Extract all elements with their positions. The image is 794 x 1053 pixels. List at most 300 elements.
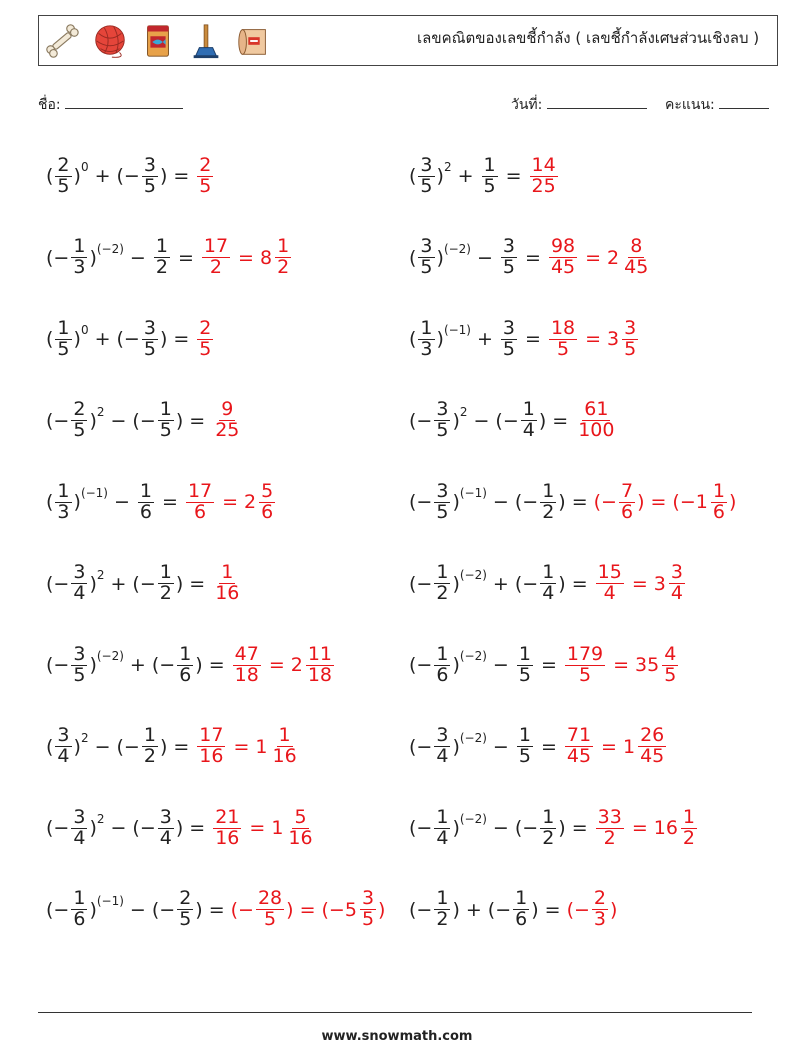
fraction	[55, 316, 71, 360]
equals-sign: =	[631, 817, 648, 839]
denominator: 5	[502, 337, 516, 360]
open-paren: (	[409, 817, 417, 839]
answer	[563, 642, 680, 686]
fraction	[521, 400, 537, 441]
numerator: 1	[57, 316, 70, 339]
numerator: 98	[550, 235, 576, 258]
open-paren: (	[46, 572, 54, 595]
numerator: 71	[566, 724, 592, 747]
denominator: 5	[143, 337, 156, 360]
denominator: 5	[143, 174, 156, 197]
problem-2	[409, 148, 560, 204]
operator: +	[477, 328, 493, 350]
operator: −	[110, 817, 127, 839]
open-paren: (	[46, 817, 54, 839]
equals-sign: =	[552, 409, 569, 432]
denominator: 45	[566, 745, 592, 767]
numerator: 1	[542, 805, 555, 828]
fraction	[540, 479, 556, 523]
open-paren: (	[566, 898, 574, 921]
operator: −	[492, 735, 509, 758]
numerator: 3	[670, 561, 683, 584]
fraction	[711, 479, 727, 523]
minus-sign: −	[416, 898, 433, 921]
problem-16	[409, 719, 668, 775]
numerator: 3	[624, 316, 637, 339]
numerator: 1	[143, 724, 156, 747]
fraction	[482, 153, 498, 197]
date-blank[interactable]	[547, 96, 647, 109]
denominator: 4	[542, 582, 555, 604]
problem-14	[409, 637, 680, 693]
fraction	[669, 563, 685, 604]
problem-18	[409, 800, 699, 856]
problem-20	[409, 882, 617, 938]
minus-sign: −	[139, 572, 156, 595]
close-paren: )	[378, 898, 386, 921]
numerator: 1	[436, 561, 449, 584]
close-paren: )	[538, 409, 547, 432]
minus-sign: −	[139, 409, 156, 432]
numerator: 3	[420, 235, 433, 258]
numerator: 1	[436, 805, 449, 828]
close-paren: )	[531, 898, 539, 921]
fraction	[360, 889, 376, 930]
equals-sign: =	[233, 735, 250, 758]
minus-sign: −	[139, 817, 156, 839]
answer	[567, 889, 618, 930]
close-paren: )	[175, 817, 184, 839]
problem-10	[409, 474, 736, 530]
equals-sign: =	[238, 246, 254, 269]
close-paren: )	[452, 572, 460, 595]
denominator: 5	[483, 174, 496, 197]
open-paren: (	[409, 165, 417, 187]
whole-part: 1	[695, 491, 708, 513]
denominator: 4	[159, 826, 172, 849]
denominator: 5	[518, 745, 531, 767]
open-paren: (	[487, 898, 496, 921]
numerator: 1	[179, 642, 192, 665]
numerator: 9	[221, 398, 234, 421]
fraction	[71, 237, 87, 278]
numerator: 3	[436, 398, 449, 421]
numerator: 28	[257, 887, 283, 910]
score-label: คะแนน:	[665, 97, 715, 113]
operator: −	[110, 409, 127, 432]
denominator: 4	[73, 826, 86, 849]
open-paren: (	[514, 817, 523, 839]
exponent: (−1)	[96, 893, 124, 908]
exponent: (−2)	[96, 649, 124, 663]
numerator: 1	[159, 561, 172, 584]
fraction	[138, 479, 154, 523]
numerator: 3	[436, 479, 449, 502]
fraction	[158, 400, 174, 441]
denominator: 3	[420, 337, 433, 360]
fraction	[418, 237, 434, 278]
denominator: 6	[139, 500, 153, 523]
minus-sign: −	[53, 654, 70, 676]
denominator: 5	[159, 419, 172, 441]
minus-sign: −	[502, 409, 519, 432]
answer	[211, 563, 243, 604]
numerator: 1	[542, 561, 555, 584]
numerator: 3	[143, 153, 156, 176]
numerator: 1	[515, 887, 528, 910]
denominator: 6	[73, 908, 86, 930]
close-paren: )	[89, 817, 97, 839]
denominator: 4	[670, 582, 683, 604]
numerator: 5	[294, 805, 307, 828]
minus-sign: −	[416, 572, 433, 595]
open-paren: (	[409, 654, 417, 676]
operator: −	[492, 654, 509, 676]
open-paren: (	[46, 898, 54, 921]
numerator: 1	[522, 398, 535, 421]
denominator: 18	[234, 663, 259, 686]
fraction	[434, 479, 450, 523]
numerator: 2	[199, 316, 212, 339]
exponent: 2	[459, 404, 468, 419]
score-blank[interactable]	[719, 96, 769, 109]
fraction	[154, 237, 170, 278]
answer	[211, 400, 243, 441]
minus-sign: −	[522, 817, 539, 839]
exponent: 0	[80, 323, 89, 337]
header-box	[38, 15, 778, 66]
open-paren: (	[132, 409, 140, 432]
denominator: 2	[542, 500, 555, 523]
open-paren: (	[230, 898, 239, 921]
fraction	[513, 889, 529, 930]
equals-sign: =	[571, 572, 588, 595]
operator: +	[110, 572, 127, 595]
open-paren: (	[672, 491, 680, 513]
equals-sign: =	[650, 491, 667, 513]
denominator: 5	[73, 663, 86, 686]
close-paren: )	[175, 409, 184, 432]
name-label: ชื่อ:	[38, 97, 61, 113]
problem-7	[46, 393, 243, 449]
minus-sign: −	[328, 898, 345, 921]
whole-part: 2	[607, 246, 620, 269]
fraction	[71, 889, 87, 930]
fraction	[619, 479, 635, 523]
minus-sign: −	[416, 817, 433, 839]
yarn-ball-icon	[91, 22, 129, 60]
denominator: 2	[542, 826, 555, 849]
problem-6	[409, 311, 640, 367]
numerator: 3	[159, 805, 172, 828]
numerator: 47	[234, 642, 259, 665]
fraction	[197, 153, 213, 197]
worksheet-title: เลขคณิตของเลขชี้กำลัง ( เลขชี้กำลังเศษส่วนเชิงลบ )	[417, 29, 760, 47]
denominator: 5	[264, 908, 277, 930]
answer	[594, 805, 699, 849]
denominator: 6	[515, 908, 528, 930]
operator: −	[473, 409, 490, 432]
exponent: (−2)	[443, 241, 471, 256]
minus-sign: −	[53, 817, 70, 839]
close-paren: )	[637, 491, 645, 513]
fraction	[55, 153, 71, 197]
denominator: 6	[436, 663, 449, 686]
whole-part: 1	[255, 735, 268, 758]
fraction	[434, 400, 450, 441]
close-paren: )	[195, 654, 203, 676]
denominator: 5	[502, 256, 516, 278]
open-paren: (	[514, 572, 523, 595]
numerator: 1	[420, 316, 433, 339]
denominator: 5	[556, 337, 570, 360]
close-paren: )	[452, 491, 460, 513]
fraction	[434, 805, 450, 849]
close-paren: )	[89, 654, 97, 676]
minus-sign: −	[416, 654, 433, 676]
name-blank[interactable]	[65, 96, 183, 109]
fraction	[71, 563, 87, 604]
numerator: 1	[518, 724, 531, 747]
minus-sign: −	[573, 898, 590, 921]
open-paren: (	[132, 817, 140, 839]
minus-sign: −	[522, 572, 539, 595]
problem-13	[46, 637, 336, 693]
operator: +	[94, 328, 111, 350]
fraction	[142, 153, 158, 197]
answer	[547, 316, 640, 360]
fraction	[592, 889, 608, 930]
open-paren: (	[116, 328, 124, 350]
numerator: 1	[73, 887, 86, 910]
fraction	[549, 316, 577, 360]
denominator: 100	[578, 419, 615, 441]
equals-sign: =	[601, 735, 617, 758]
fraction	[213, 563, 241, 604]
problem-15	[46, 719, 301, 775]
operator: −	[492, 817, 509, 839]
minus-sign: −	[416, 735, 433, 758]
operator: +	[94, 165, 111, 187]
denominator: 5	[664, 663, 677, 686]
fraction	[197, 316, 213, 360]
date-field	[511, 94, 647, 116]
fraction	[55, 479, 71, 523]
open-paren: (	[409, 409, 417, 432]
minus-sign: −	[53, 898, 70, 921]
minus-sign: −	[679, 491, 696, 513]
close-paren: )	[558, 572, 566, 595]
fraction	[596, 563, 624, 604]
denominator: 3	[73, 256, 86, 278]
denominator: 2	[209, 256, 222, 278]
denominator: 16	[272, 745, 297, 767]
denominator: 25	[215, 419, 240, 441]
denominator: 5	[199, 174, 212, 197]
equals-sign: =	[571, 491, 588, 513]
fraction	[434, 889, 450, 930]
whole-part: 1	[622, 735, 636, 758]
fraction	[418, 316, 434, 360]
numerator: 7	[620, 479, 634, 502]
fish-food-bag-icon	[139, 22, 177, 60]
fraction	[158, 805, 174, 849]
denominator: 6	[193, 500, 207, 523]
numerator: 1	[682, 805, 696, 828]
exponent: (−1)	[443, 323, 471, 337]
numerator: 17	[199, 724, 224, 747]
equals-sign: =	[571, 817, 588, 839]
numerator: 3	[143, 316, 156, 339]
fraction	[213, 805, 241, 849]
denominator: 18	[307, 663, 333, 686]
fraction	[270, 726, 298, 767]
denominator: 45	[550, 256, 576, 278]
numerator: 1	[483, 153, 496, 176]
exponent: (−2)	[459, 649, 487, 663]
fraction	[286, 805, 314, 849]
numerator: 1	[155, 235, 168, 258]
denominator: 5	[420, 174, 433, 197]
denominator: 5	[436, 500, 449, 523]
numerator: 2	[179, 887, 192, 910]
close-paren: )	[452, 654, 460, 676]
open-paren: (	[46, 246, 54, 269]
numerator: 3	[436, 724, 449, 747]
equals-sign: =	[613, 654, 630, 676]
close-paren: )	[89, 409, 97, 432]
whole-part: 3	[607, 328, 620, 350]
problem-19	[46, 882, 385, 938]
equals-sign: =	[544, 898, 561, 921]
fraction	[530, 153, 558, 197]
close-paren: )	[452, 898, 460, 921]
fraction	[434, 642, 450, 686]
minus-sign: −	[123, 735, 140, 758]
denominator: 45	[640, 745, 665, 767]
minus-sign: −	[53, 246, 70, 269]
equals-sign: =	[208, 654, 225, 676]
denominator: 4	[436, 745, 449, 767]
numerator: 14	[531, 153, 556, 176]
answer	[231, 889, 386, 930]
fraction	[177, 889, 193, 930]
minus-sign: −	[416, 409, 433, 432]
denominator: 4	[73, 582, 86, 604]
equals-sign: =	[189, 409, 206, 432]
close-paren: )	[436, 246, 444, 269]
exponent: (−1)	[80, 486, 108, 500]
equals-sign: =	[540, 654, 557, 676]
operator: −	[492, 491, 509, 513]
numerator: 5	[261, 479, 274, 502]
open-paren: (	[409, 491, 417, 513]
fraction	[576, 400, 616, 441]
open-paren: (	[409, 735, 417, 758]
operator: +	[492, 572, 509, 595]
answer	[594, 563, 687, 604]
date-label: วันที่:	[511, 97, 543, 113]
answer	[211, 805, 316, 849]
toilet-paper-icon	[235, 22, 273, 60]
open-paren: (	[132, 572, 140, 595]
close-paren: )	[73, 165, 81, 187]
open-paren: (	[46, 328, 54, 350]
exponent: 0	[80, 160, 89, 174]
open-paren: (	[495, 409, 503, 432]
whole-part: 1	[271, 817, 284, 839]
close-paren: )	[159, 165, 168, 187]
numerator: 1	[712, 479, 725, 502]
exponent: 2	[96, 812, 105, 826]
minus-sign: −	[238, 898, 254, 921]
fraction	[540, 563, 556, 604]
problem-3	[46, 230, 293, 286]
fraction	[177, 642, 193, 686]
denominator: 3	[57, 500, 70, 523]
problem-5	[46, 311, 215, 367]
fraction	[565, 642, 605, 686]
problem-11	[46, 556, 243, 612]
problem-1	[46, 148, 215, 204]
whole-part: 2	[290, 654, 303, 676]
problem-4	[409, 230, 652, 286]
close-paren: )	[610, 898, 618, 921]
numerator: 4	[664, 642, 677, 665]
fraction	[596, 805, 624, 849]
fraction	[517, 642, 533, 686]
operator: −	[114, 491, 130, 513]
minus-sign: −	[522, 491, 539, 513]
answer	[195, 153, 215, 197]
whole-part: 5	[344, 898, 357, 921]
fraction	[213, 400, 241, 441]
numerator: 1	[139, 479, 153, 502]
footer-divider	[38, 1012, 752, 1013]
answer	[563, 726, 668, 767]
fraction	[233, 642, 261, 686]
equals-sign: =	[173, 735, 190, 758]
numerator: 2	[73, 398, 86, 421]
open-paren: (	[46, 165, 54, 187]
open-paren: (	[409, 898, 417, 921]
fraction	[517, 726, 533, 767]
numerator: 2	[199, 153, 212, 176]
open-paren: (	[46, 409, 54, 432]
numerator: 1	[278, 724, 291, 747]
minus-sign: −	[416, 491, 433, 513]
close-paren: )	[73, 735, 81, 758]
denominator: 16	[199, 745, 224, 767]
denominator: 25	[531, 174, 556, 197]
answer	[195, 316, 215, 360]
minus-sign: −	[53, 572, 70, 595]
equals-sign: =	[585, 246, 602, 269]
numerator: 17	[187, 479, 213, 502]
close-paren: )	[175, 572, 184, 595]
equals-sign: =	[525, 246, 541, 269]
minus-sign: −	[53, 409, 70, 432]
open-paren: (	[46, 735, 54, 758]
denominator: 16	[215, 582, 240, 604]
fraction	[549, 237, 577, 278]
numerator: 1	[518, 642, 531, 665]
denominator: 4	[522, 419, 535, 441]
problem-17	[46, 800, 317, 856]
operator: +	[465, 898, 482, 921]
open-paren: (	[593, 491, 602, 513]
open-paren: (	[409, 246, 417, 269]
